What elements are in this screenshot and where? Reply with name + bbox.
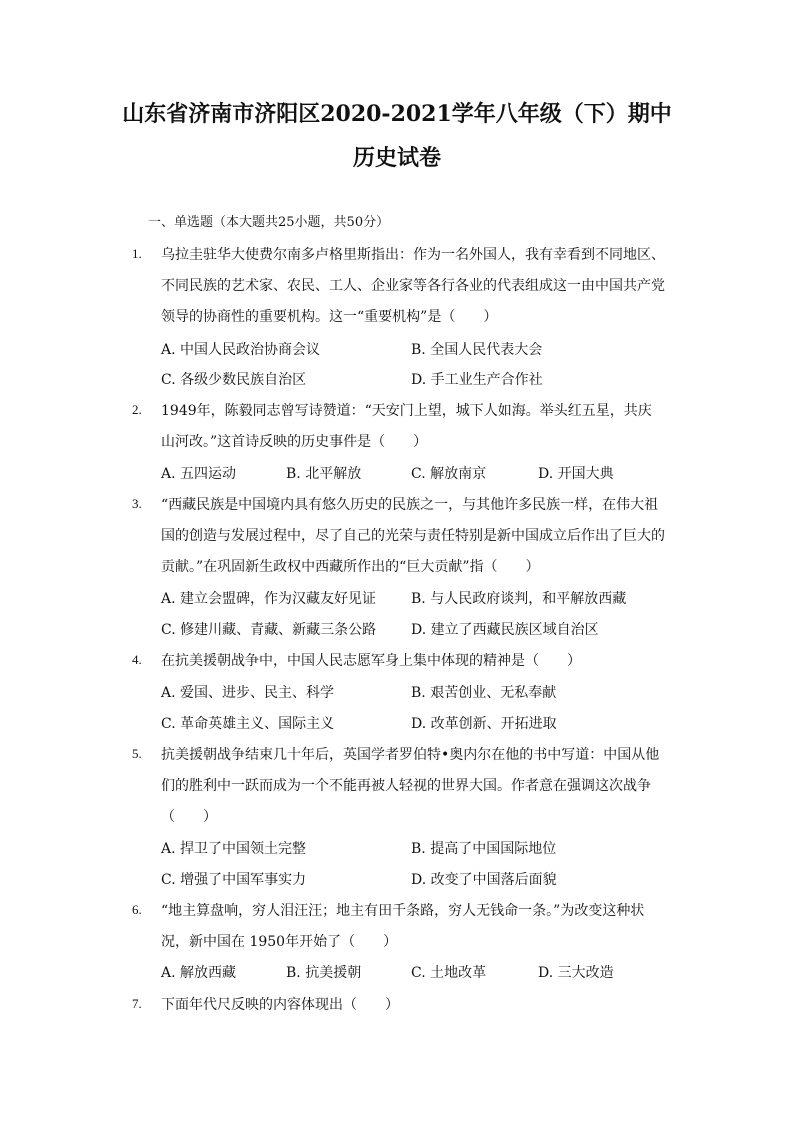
question-2-line: 山河改。”这首诗反映的历史事件是（ ） (161, 434, 428, 450)
question-4-option-c[interactable]: C. 革命英雄主义、国际主义 (161, 716, 335, 732)
question-1-line: 不同民族的艺术家、农民、工人、企业家等各行各业的代表组成这一由中国共产党 (161, 278, 665, 294)
question-5-line: 抗美援朝战争结束几十年后，英国学者罗伯特•奥内尔在他的书中写道：中国从他 (161, 747, 660, 763)
question-3-option-c[interactable]: C. 修建川藏、青藏、新藏三条公路 (161, 622, 377, 638)
question-6-line: 况，新中国在 1950年开始了（ ） (161, 934, 398, 950)
question-2-number: 2. (132, 402, 142, 417)
question-5-option-c[interactable]: C. 增强了中国军事实力 (161, 872, 307, 888)
question-1-line: 领导的协商性的重要机构。这一“重要机构”是（ ） (161, 309, 498, 325)
question-3-line: 贡献。”在巩固新生政权中西藏所作出的“巨大贡献”指（ ） (161, 559, 540, 575)
question-2-option-d[interactable]: D. 开国大典 (538, 466, 614, 482)
question-7-number: 7. (132, 996, 142, 1011)
question-7-line: 下面年代尺反映的内容体现出（ ） (161, 997, 399, 1013)
question-5-option-b[interactable]: B. 提高了中国国际地位 (411, 841, 557, 857)
question-6-line: “地主算盘响，穷人泪汪汪；地主有田千条路，穷人无钱命一条。”为改变这种状 (161, 903, 645, 919)
question-5-option-a[interactable]: A. 捍卫了中国领土完整 (161, 841, 307, 857)
question-3-option-a[interactable]: A. 建立会盟碑，作为汉藏友好见证 (161, 591, 377, 607)
question-4-number: 4. (132, 652, 142, 667)
question-6-option-d[interactable]: D. 三大改造 (538, 965, 614, 981)
question-5-line: （ ） (161, 809, 217, 825)
question-2-option-a[interactable]: A. 五四运动 (161, 466, 237, 482)
question-2-line: 1949年，陈毅同志曾写诗赞道：“天安门上望，城下人如海。举头红五星，共庆 (161, 403, 652, 419)
question-5-line: 们的胜利中一跃而成为一个不能再被人轻视的世界大国。作者意在强调这次战争 (161, 778, 651, 794)
question-6-option-b[interactable]: B. 抗美援朝 (286, 965, 362, 981)
question-4-option-d[interactable]: D. 改革创新、开拓进取 (411, 716, 557, 732)
question-5-number: 5. (132, 746, 142, 761)
question-6-option-a[interactable]: A. 解放西藏 (161, 965, 237, 981)
question-4-option-a[interactable]: A. 爱国、进步、民主、科学 (161, 685, 335, 701)
question-1-number: 1. (132, 246, 142, 261)
question-3-number: 3. (132, 496, 142, 511)
question-4-option-b[interactable]: B. 艰苦创业、无私奉献 (411, 685, 557, 701)
question-4-line: 在抗美援朝战争中，中国人民志愿军身上集中体现的精神是（ ） (161, 653, 581, 669)
question-2-option-c[interactable]: C. 解放南京 (411, 466, 487, 482)
exam-title-line1: 山东省济南市济阳区2020-2021学年八年级（下）期中 (122, 101, 672, 127)
section-heading: 一、单选题（本大题共25小题，共50分） (148, 215, 390, 230)
exam-title-line2: 历史试卷 (352, 145, 441, 171)
question-5-option-d[interactable]: D. 改变了中国落后面貌 (411, 872, 557, 888)
question-3-line: 国的创造与发展过程中，尽了自己的光荣与责任特别是新中国成立后作出了巨大的 (161, 528, 665, 544)
question-1-option-d[interactable]: D. 手工业生产合作社 (411, 372, 543, 388)
question-1-option-b[interactable]: B. 全国人民代表大会 (411, 342, 543, 358)
question-3-line: “西藏民族是中国境内具有悠久历史的民族之一，与其他许多民族一样，在伟大祖 (161, 497, 659, 513)
question-1-line: 乌拉圭驻华大使费尔南多卢格里斯指出：作为一名外国人，我有幸看到不同地区、 (161, 247, 665, 263)
question-6-number: 6. (132, 902, 142, 917)
question-1-option-a[interactable]: A. 中国人民政治协商会议 (161, 342, 321, 358)
question-1-option-c[interactable]: C. 各级少数民族自治区 (161, 372, 307, 388)
question-2-option-b[interactable]: B. 北平解放 (286, 466, 362, 482)
question-6-option-c[interactable]: C. 土地改革 (411, 965, 487, 981)
question-3-option-b[interactable]: B. 与人民政府谈判，和平解放西藏 (411, 591, 627, 607)
question-3-option-d[interactable]: D. 建立了西藏民族区域自治区 (411, 622, 599, 638)
